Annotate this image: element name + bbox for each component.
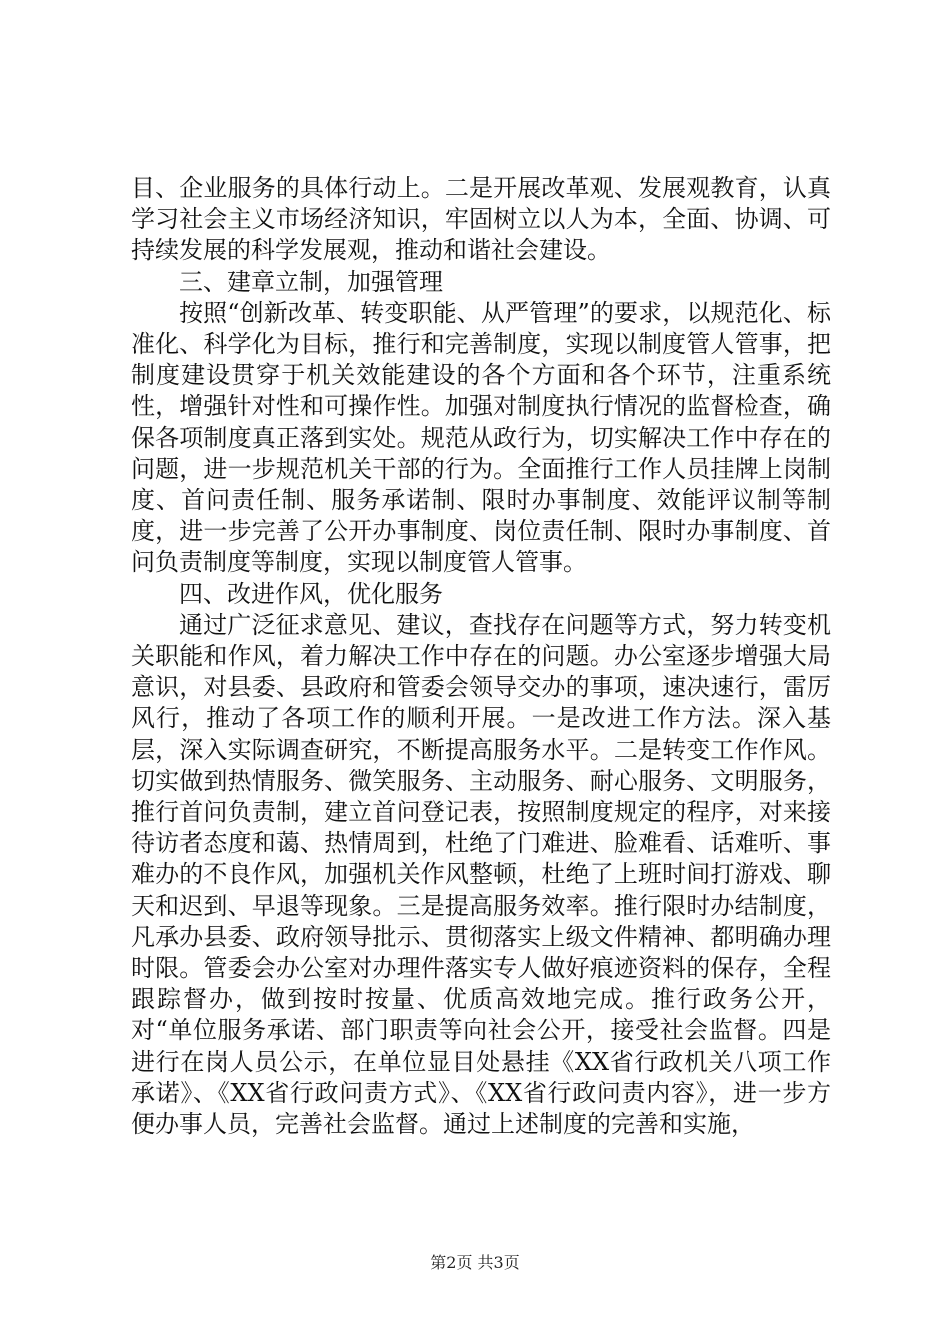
section-heading-4: 四、改进作风，优化服务 bbox=[179, 579, 443, 608]
paragraph-continuation: 目、企业服务的具体行动上。二是开展改革观、发展观教育，认真学习社会主义市场经济知识，牢固树立以人为本，全面、协调、可持续发展的科学发展观，推动和谐社会建设。 bbox=[131, 174, 831, 265]
paragraph-section-4: 通过广泛征求意见、建议，查找存在问题等方式，努力转变机关职能和作风，着力解决工作中存在的问题。办公室逐步增强大局意识，对县委、县政府和管委会领导交办的事项，速决速行，雷厉风行，推动了各项工作的顺利开展。一是改进工作方法。深入基层，深入实际调查研究，不断提高服务水平。二是转变工作作风。切实做到热情服务、微笑服务、主动服务、耐心服务、文明服务，推行首问负责制，建立首问登记表，按照制度规定的程序，对来接待访者态度和蔼、热情周到，杜绝了门难进、脸难看、话难听、事难办的不良作风，加强机关作风整顿，杜绝了上班时间打游戏、聊天和迟到、早退等现象。三是提高服务效率。推行限时办结制度，凡承办县委、政府领导批示、贯彻落实上级文件精神、都明确办理时限。管委会办公室对办理件落实专人做好痕迹资料的保存，全程跟踪督办，做到按时按量、优质高效地完成。推行政务公开，对“单位服务承诺、部门职责等向社会公开，接受社会监督。四是进行在岗人员公示，在单位显目处悬挂《XX省行政机关八项工作承诺》、《XX省行政问责方式》、《XX省行政问责内容》，进一步方便办事人员，完善社会监督。通过上述制度的完善和实施， bbox=[131, 610, 831, 1139]
document-body bbox=[131, 173, 831, 1140]
paragraph-section-3: 按照“创新改革、转变职能、从严管理”的要求，以规范化、标准化、科学化为目标，推行和完善制度，实现以制度管人管事，把制度建设贯穿于机关效能建设的各个方面和各个环节，注重系统性，增强针对性和可操作性。加强对制度执行情况的监督检查，确保各项制度真正落到实处。规范从政行为，切实解决工作中存在的问题，进一步规范机关干部的行为。全面推行工作人员挂牌上岗制度、首问责任制、服务承诺制、限时办事制度、效能评议制等制度，进一步完善了公开办事制度、岗位责任制、限时办事制度、首问负责制度等制度，实现以制度管人管事。 bbox=[131, 298, 831, 577]
page-number-footer: 第2页 共3页 bbox=[430, 1253, 520, 1272]
section-heading-3: 三、建章立制，加强管理 bbox=[179, 267, 443, 296]
